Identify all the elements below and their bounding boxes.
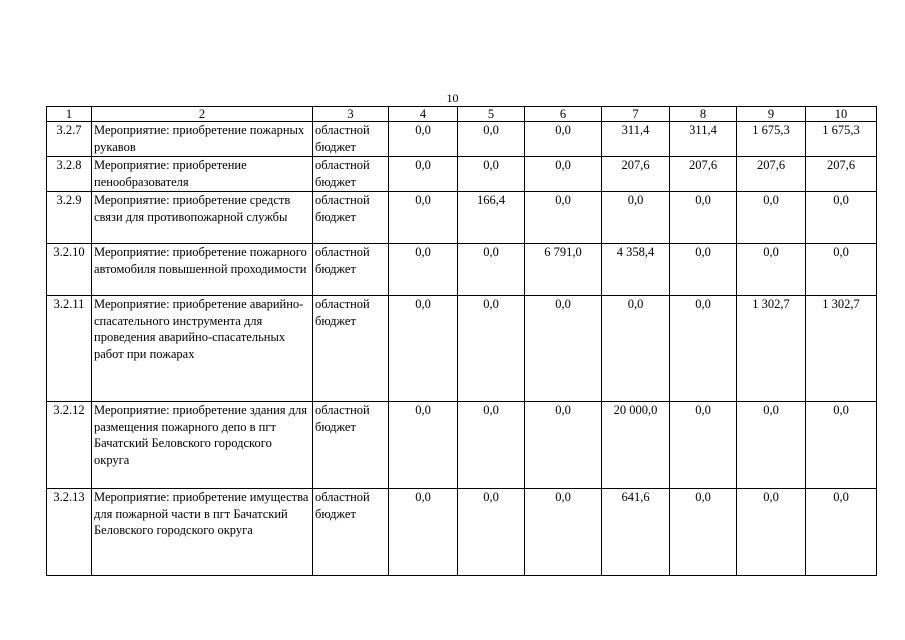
column-header: 1 <box>47 107 92 122</box>
row-funding-source: областной бюджет <box>313 157 389 192</box>
column-header: 4 <box>389 107 458 122</box>
row-value: 0,0 <box>737 489 806 576</box>
row-value: 6 791,0 <box>525 244 602 296</box>
row-description: Мероприятие: приобретение пенообразователя <box>92 157 313 192</box>
row-number: 3.2.13 <box>47 489 92 576</box>
row-value: 0,0 <box>458 489 525 576</box>
column-header: 3 <box>313 107 389 122</box>
column-header: 6 <box>525 107 602 122</box>
row-description: Мероприятие: приобретение аварийно-спасательного инструмента для проведения аварийно-спасательных работ при пожарах <box>92 296 313 402</box>
row-description: Мероприятие: приобретение средств связи для противопожарной службы <box>92 192 313 244</box>
table-row <box>47 192 877 244</box>
row-value: 0,0 <box>525 122 602 157</box>
row-number: 3.2.9 <box>47 192 92 244</box>
row-value: 0,0 <box>525 157 602 192</box>
row-value: 166,4 <box>458 192 525 244</box>
row-value: 311,4 <box>602 122 670 157</box>
row-number: 3.2.11 <box>47 296 92 402</box>
row-value: 0,0 <box>602 296 670 402</box>
row-funding-source: областной бюджет <box>313 402 389 489</box>
row-value: 1 675,3 <box>806 122 877 157</box>
table-header-row <box>47 107 877 122</box>
row-funding-source: областной бюджет <box>313 244 389 296</box>
row-number: 3.2.12 <box>47 402 92 489</box>
row-value: 0,0 <box>670 489 737 576</box>
row-value: 207,6 <box>737 157 806 192</box>
row-description: Мероприятие: приобретение пожарных рукавов <box>92 122 313 157</box>
row-description: Мероприятие: приобретение имущества для пожарной части в пгт Бачатский Беловского городского округа <box>92 489 313 576</box>
row-description: Мероприятие: приобретение пожарного автомобиля повышенной проходимости <box>92 244 313 296</box>
row-number: 3.2.7 <box>47 122 92 157</box>
row-value: 311,4 <box>670 122 737 157</box>
row-value: 207,6 <box>670 157 737 192</box>
row-value: 0,0 <box>806 402 877 489</box>
row-value: 20 000,0 <box>602 402 670 489</box>
row-value: 207,6 <box>602 157 670 192</box>
row-value: 0,0 <box>389 122 458 157</box>
row-value: 0,0 <box>525 296 602 402</box>
column-header: 5 <box>458 107 525 122</box>
row-value: 0,0 <box>525 402 602 489</box>
row-value: 0,0 <box>389 489 458 576</box>
row-funding-source: областной бюджет <box>313 122 389 157</box>
table-row <box>47 402 877 489</box>
row-value: 0,0 <box>525 192 602 244</box>
row-value: 0,0 <box>670 296 737 402</box>
row-value: 207,6 <box>806 157 877 192</box>
column-header: 8 <box>670 107 737 122</box>
table-row <box>47 122 877 157</box>
row-value: 0,0 <box>525 489 602 576</box>
row-value: 0,0 <box>458 402 525 489</box>
row-value: 4 358,4 <box>602 244 670 296</box>
column-header: 7 <box>602 107 670 122</box>
row-value: 0,0 <box>389 244 458 296</box>
row-value: 0,0 <box>389 402 458 489</box>
row-value: 0,0 <box>458 296 525 402</box>
row-funding-source: областной бюджет <box>313 192 389 244</box>
row-value: 0,0 <box>458 157 525 192</box>
row-value: 0,0 <box>737 244 806 296</box>
row-value: 0,0 <box>806 192 877 244</box>
column-header: 9 <box>737 107 806 122</box>
table-row <box>47 244 877 296</box>
row-value: 0,0 <box>670 192 737 244</box>
page-number: 10 <box>446 91 459 105</box>
row-number: 3.2.10 <box>47 244 92 296</box>
row-funding-source: областной бюджет <box>313 489 389 576</box>
row-value: 0,0 <box>670 402 737 489</box>
column-header: 10 <box>806 107 877 122</box>
row-funding-source: областной бюджет <box>313 296 389 402</box>
row-value: 0,0 <box>806 244 877 296</box>
row-value: 0,0 <box>670 244 737 296</box>
table-row <box>47 157 877 192</box>
table-row <box>47 489 877 576</box>
row-value: 0,0 <box>389 296 458 402</box>
row-number: 3.2.8 <box>47 157 92 192</box>
row-value: 0,0 <box>737 402 806 489</box>
row-value: 0,0 <box>458 244 525 296</box>
row-value: 0,0 <box>602 192 670 244</box>
budget-table <box>46 106 877 576</box>
row-value: 0,0 <box>806 489 877 576</box>
row-value: 1 675,3 <box>737 122 806 157</box>
row-description: Мероприятие: приобретение здания для размещения пожарного депо в пгт Бачатский Беловского городского округа <box>92 402 313 489</box>
row-value: 1 302,7 <box>806 296 877 402</box>
row-value: 0,0 <box>737 192 806 244</box>
row-value: 0,0 <box>389 192 458 244</box>
column-header: 2 <box>92 107 313 122</box>
row-value: 0,0 <box>389 157 458 192</box>
row-value: 641,6 <box>602 489 670 576</box>
table-row <box>47 296 877 402</box>
row-value: 1 302,7 <box>737 296 806 402</box>
row-value: 0,0 <box>458 122 525 157</box>
